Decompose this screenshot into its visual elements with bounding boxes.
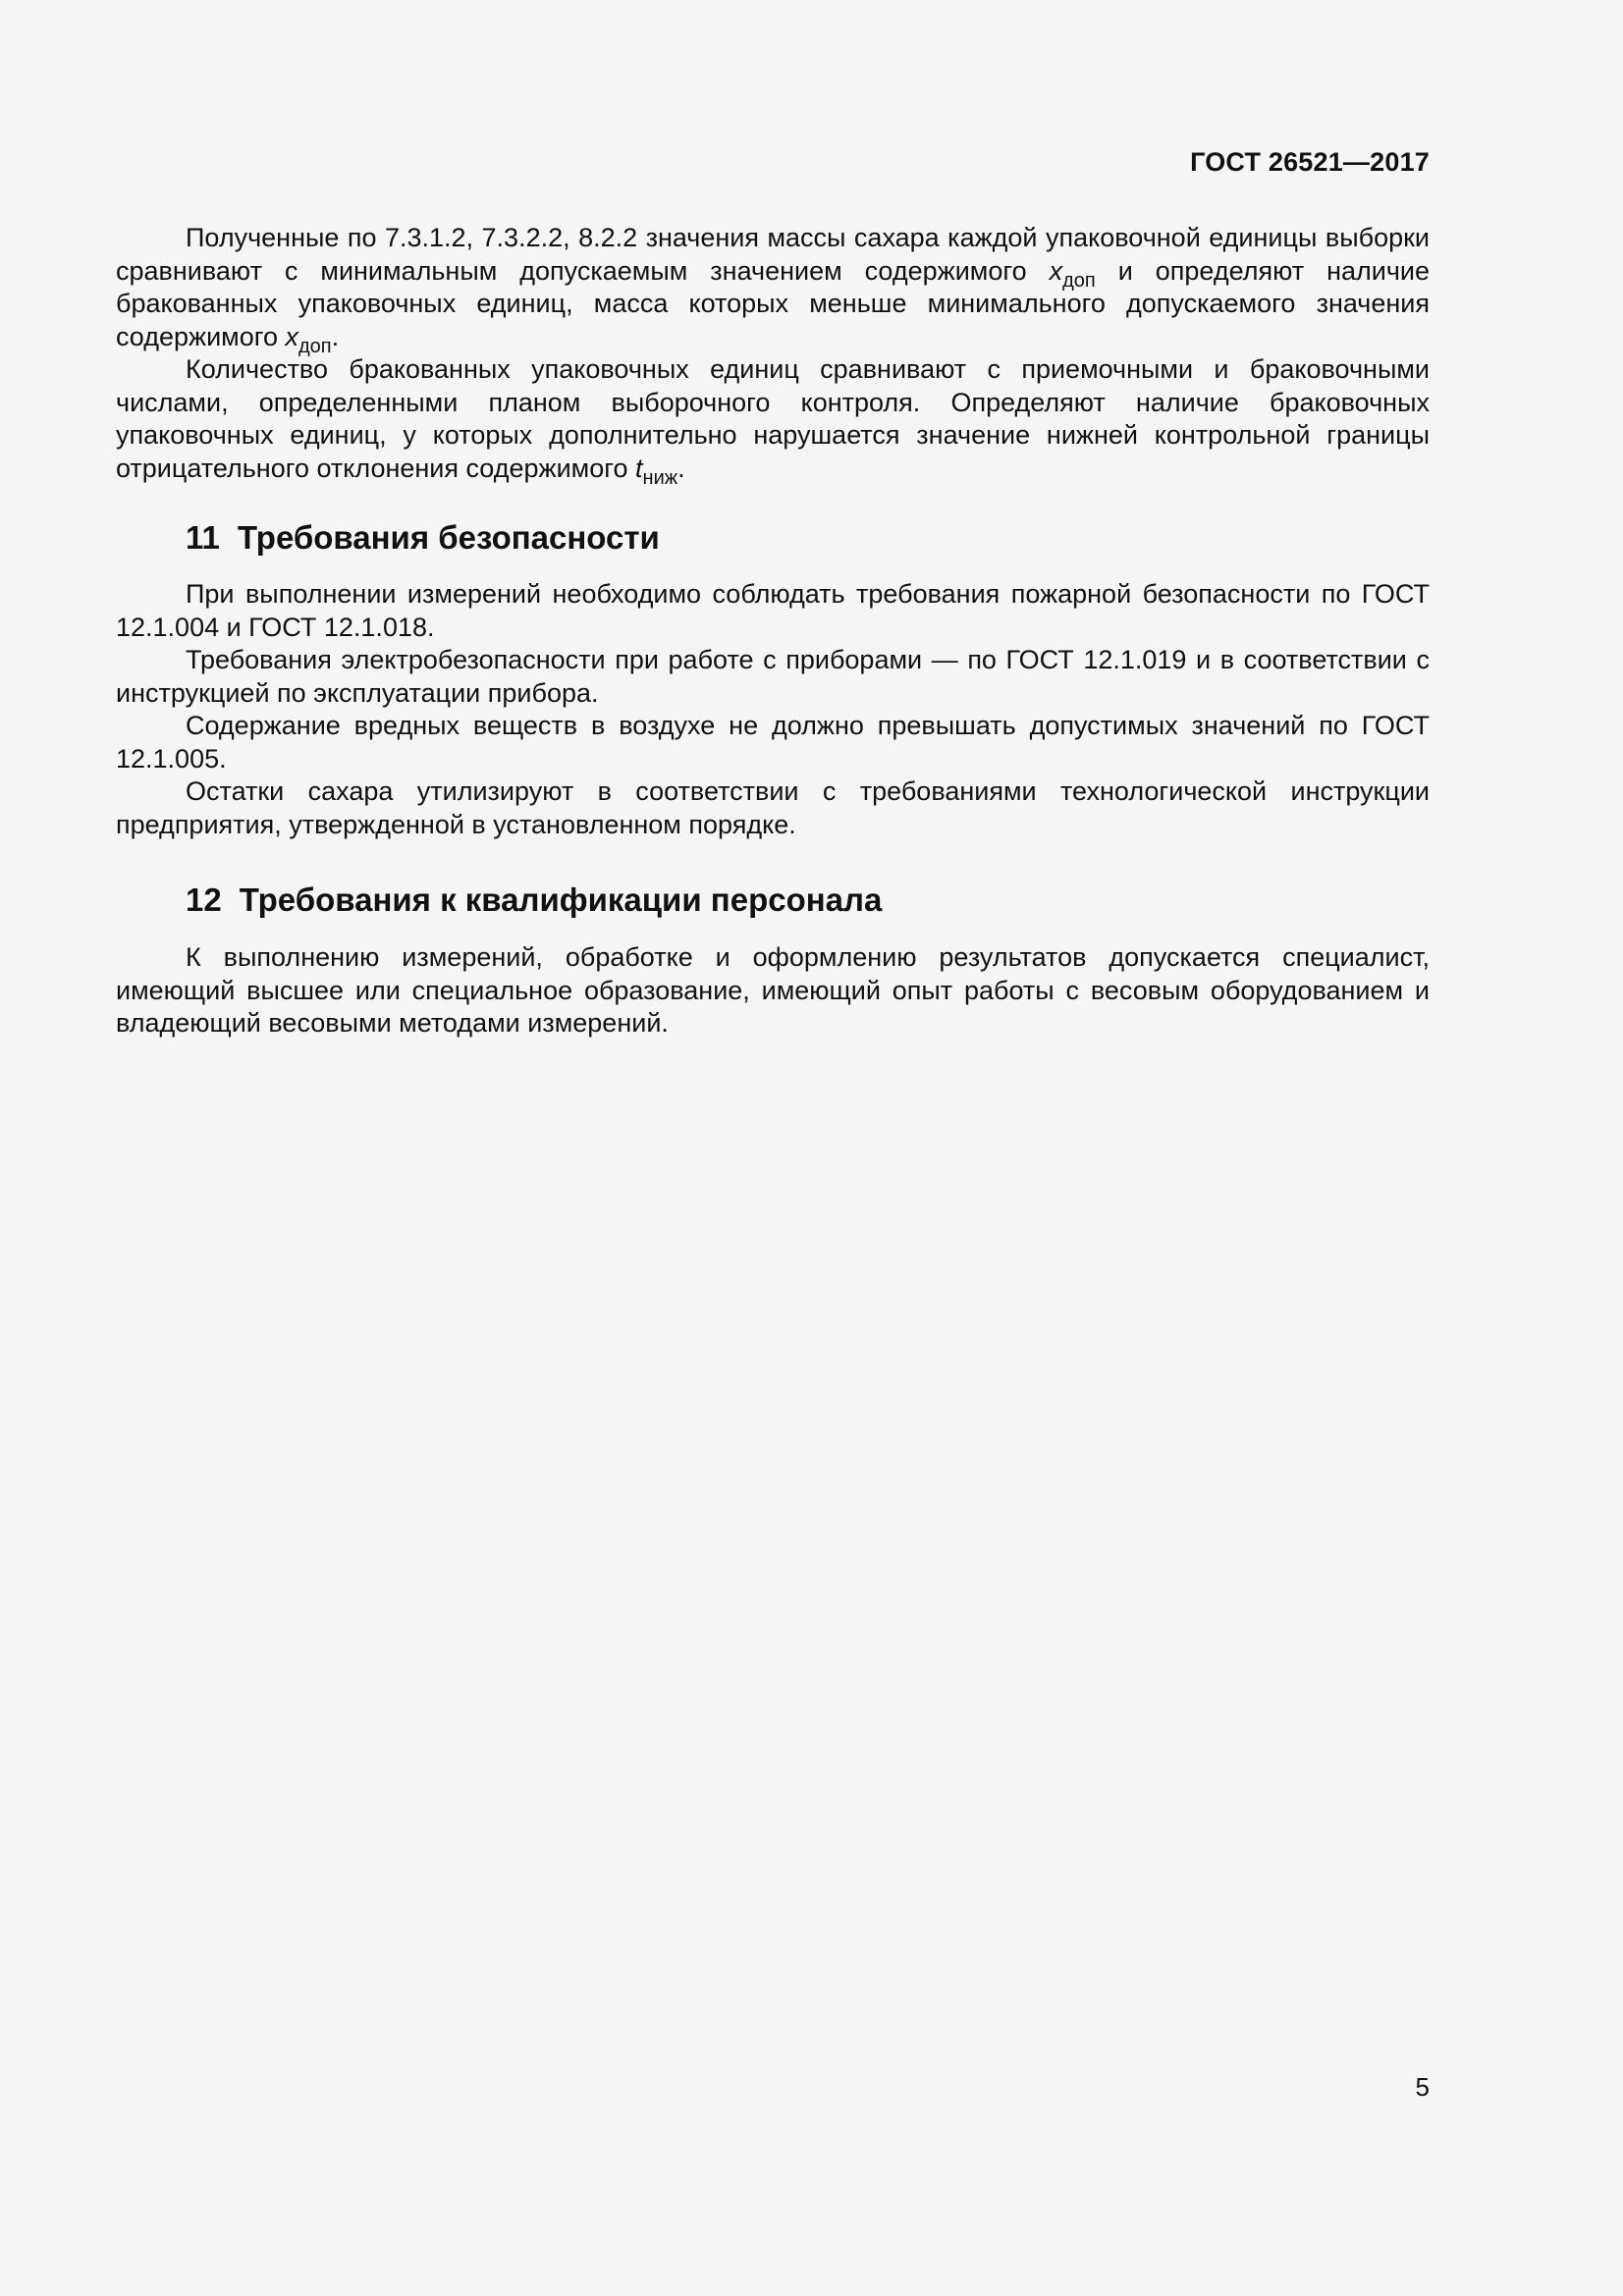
paragraph-text: Количество бракованных упаковочных единиц сравнивают с приемочными и браковочными числами, определенными планом выборочного контроля. Определяют наличие браковочных упаковочных единиц, у которых дополнительно нарушается значение нижней контрольной границы отрицательного отклонения содержимого bbox=[116, 354, 1430, 483]
paragraph-defect-count bbox=[116, 353, 1430, 489]
section-11-heading bbox=[116, 518, 1430, 558]
document-body bbox=[116, 222, 1430, 1041]
subscript-nizh: ниж bbox=[642, 466, 678, 489]
paragraph-mass-comparison bbox=[116, 222, 1430, 357]
section-11-paragraph-electrical-safety: Требования электробезопасности при работе с приборами — по ГОСТ 12.1.019 и в соответствии с инструкцией по эксплуатации прибора. bbox=[116, 645, 1430, 708]
paragraph-text: . bbox=[677, 453, 685, 483]
paragraph-text: . bbox=[331, 321, 340, 351]
variable-x: x bbox=[1049, 255, 1063, 286]
section-11-paragraph-harmful-substances: Содержание вредных веществ в воздухе не должно превышать допустимых значений по ГОСТ 12.1.005. bbox=[116, 711, 1430, 774]
subscript-dop: доп bbox=[298, 335, 332, 357]
section-12-heading bbox=[116, 881, 1430, 920]
section-12-paragraph-qualification: К выполнению измерений, обработке и оформлению результатов допускается специалист, имеющий высшее или специальное образование, имеющий опыт работы с весовым оборудованием и владеющий весовыми методами измерений. bbox=[116, 942, 1430, 1038]
section-number: 12 bbox=[186, 881, 222, 918]
variable-t: t bbox=[635, 453, 643, 483]
section-11-paragraph-fire-safety: При выполнении измерений необходимо соблюдать требования пожарной безопасности по ГОСТ 12.1.004 и ГОСТ 12.1.018. bbox=[116, 579, 1430, 642]
page-number: 5 bbox=[1415, 2072, 1430, 2102]
paragraph-text: и определяют наличие бракованных упаковочных единиц, масса которых меньше минимального допускаемого значения содержимого bbox=[116, 255, 1430, 351]
paragraph-text: Полученные по 7.3.1.2, 7.3.2.2, 8.2.2 значения массы сахара каждой упаковочной единицы выборки сравнивают с минимальным допускаемым значением содержимого bbox=[116, 223, 1430, 286]
section-number: 11 bbox=[186, 519, 220, 556]
subscript-dop: доп bbox=[1062, 269, 1096, 292]
section-title: Требования к квалификации персонала bbox=[239, 881, 883, 918]
section-title: Требования безопасности bbox=[237, 519, 660, 556]
document-header-standard: ГОСТ 26521—2017 bbox=[1190, 147, 1430, 177]
variable-x: x bbox=[285, 321, 299, 351]
section-11-paragraph-disposal: Остатки сахара утилизируют в соответствии с требованиями технологической инструкции предприятия, утвержденной в установленном порядке. bbox=[116, 776, 1430, 839]
